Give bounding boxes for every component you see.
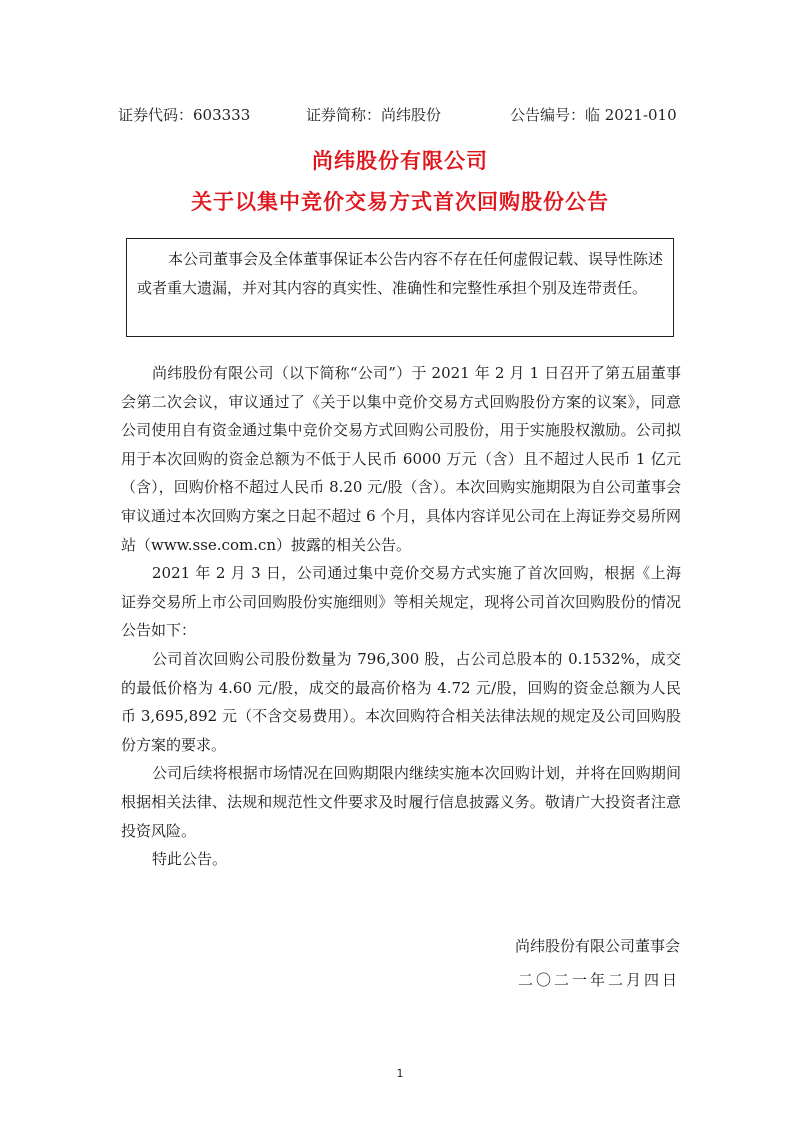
- announcement-title: 关于以集中竞价交易方式首次回购股份公告: [191, 190, 609, 214]
- paragraph-closing: 特此公告。: [152, 850, 228, 869]
- board-guarantee-notice: 本公司董事会及全体董事保证本公告内容不存在任何虚假记载、误导性陈述或者重大遗漏，并对其内容的真实性、准确性和完整性承担个别及连带责任。: [126, 238, 674, 337]
- announcement-body: [121, 359, 681, 874]
- stock-code: 证券代码：603333: [118, 106, 251, 124]
- stock-short-name: 证券简称：尚纬股份: [306, 106, 442, 124]
- paragraph-background: 尚纬股份有限公司（以下简称“公司”）于 2021 年 2 月 1 日召开了第五届董事会第二次会议，审议通过了《关于以集中竞价交易方式回购股份方案的议案》，同意公司使用自有资金通过集中竞价交易方式回购公司股份，用于实施股权激励。公司拟用于本次回购的资金总额为不低于人民币 6000 万元（含）且不超过人民币 1 亿元（含），回购价格不超过人民币 8.20 元/股（含）。本次回购实施期限为自公司董事会审议通过本次回购方案之日起不超过 6 个月，具体内容详见公司在上海证券交易所网站（www.sse.com.cn）披露的相关公告。: [121, 364, 681, 554]
- page-number: 1: [396, 1067, 404, 1080]
- document-header: [118, 103, 678, 127]
- company-title: 尚纬股份有限公司: [312, 149, 488, 173]
- signature-date: 二〇二一年二月四日: [517, 971, 680, 989]
- paragraph-follow-up: 公司后续将根据市场情况在回购期限内继续实施本次回购计划，并将在回购期间根据相关法律、法规和规范性文件要求及时履行信息披露义务。敬请广大投资者注意投资风险。: [121, 764, 681, 840]
- signature-board: 尚纬股份有限公司董事会: [514, 937, 680, 955]
- paragraph-first-repurchase: 2021 年 2 月 3 日，公司通过集中竞价交易方式实施了首次回购，根据《上海证券交易所上市公司回购股份实施细则》等相关规定，现将公司首次回购股份的情况公告如下：: [121, 564, 681, 640]
- announcement-number: 公告编号：临 2021-010: [510, 106, 677, 124]
- paragraph-repurchase-details: 公司首次回购公司股份数量为 796,300 股，占公司总股本的 0.1532%，成交的最低价格为 4.60 元/股，成交的最高价格为 4.72 元/股，回购的资金总额为人民币 3,695,892 元（不含交易费用）。本次回购符合相关法律法规的规定及公司回购股份方案的要求。: [121, 649, 681, 754]
